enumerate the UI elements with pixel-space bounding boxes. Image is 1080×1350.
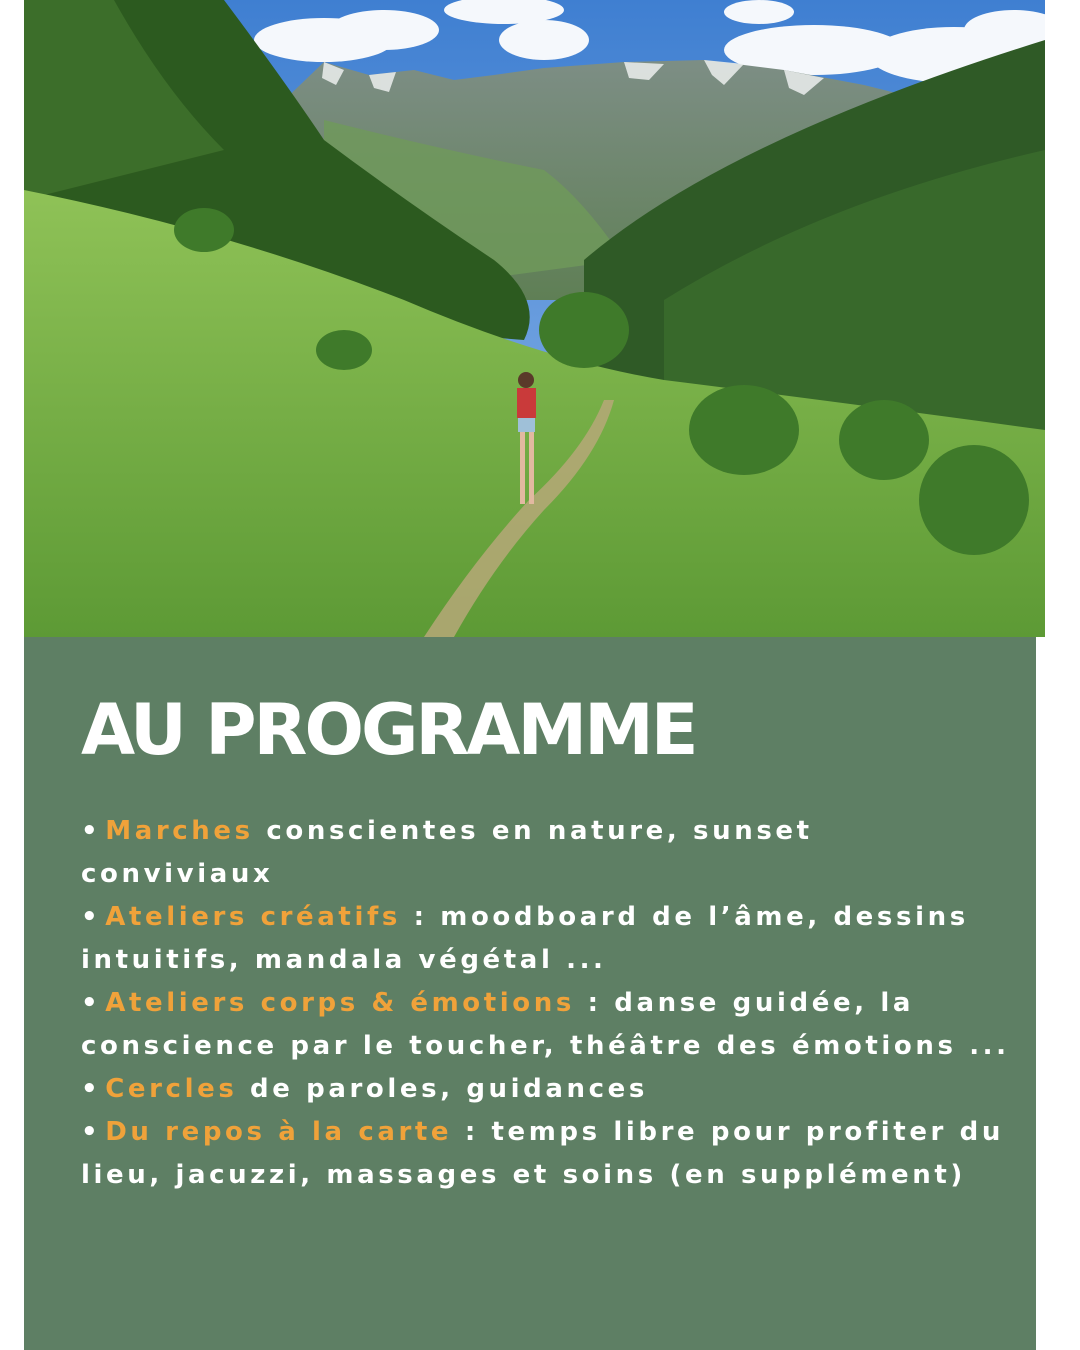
item-highlight: Marches bbox=[105, 816, 254, 846]
bullet: • bbox=[81, 1117, 102, 1147]
program-item-ateliers-corps bbox=[81, 982, 1011, 1068]
item-text: conscientes en nature, sunset conviviaux bbox=[81, 816, 813, 889]
program-title: AU PROGRAMME bbox=[81, 689, 696, 771]
program-item-repos bbox=[81, 1111, 1011, 1197]
bullet: • bbox=[81, 902, 102, 932]
program-item-ateliers-creatifs bbox=[81, 896, 1011, 982]
bullet: • bbox=[81, 816, 102, 846]
program-panel bbox=[24, 637, 1036, 1350]
item-text: : moodboard de l’âme, dessins intuitifs, mandala végétal ... bbox=[81, 902, 969, 975]
mountain-hike-photo bbox=[24, 0, 1045, 637]
program-item-cercles bbox=[81, 1068, 1011, 1111]
bullet: • bbox=[81, 1074, 102, 1104]
program-item-marches bbox=[81, 810, 1011, 896]
item-text: de paroles, guidances bbox=[237, 1074, 648, 1104]
item-highlight: Cercles bbox=[105, 1074, 238, 1104]
item-highlight: Ateliers créatifs bbox=[105, 902, 401, 932]
item-text: : temps libre pour profiter du lieu, jacuzzi, massages et soins (en supplément) bbox=[81, 1117, 1004, 1190]
program-list bbox=[81, 810, 1011, 1197]
item-text: : danse guidée, la conscience par le toucher, théâtre des émotions ... bbox=[81, 988, 1010, 1061]
bullet: • bbox=[81, 988, 102, 1018]
item-highlight: Du repos à la carte bbox=[105, 1117, 453, 1147]
item-highlight: Ateliers corps & émotions bbox=[105, 988, 575, 1018]
